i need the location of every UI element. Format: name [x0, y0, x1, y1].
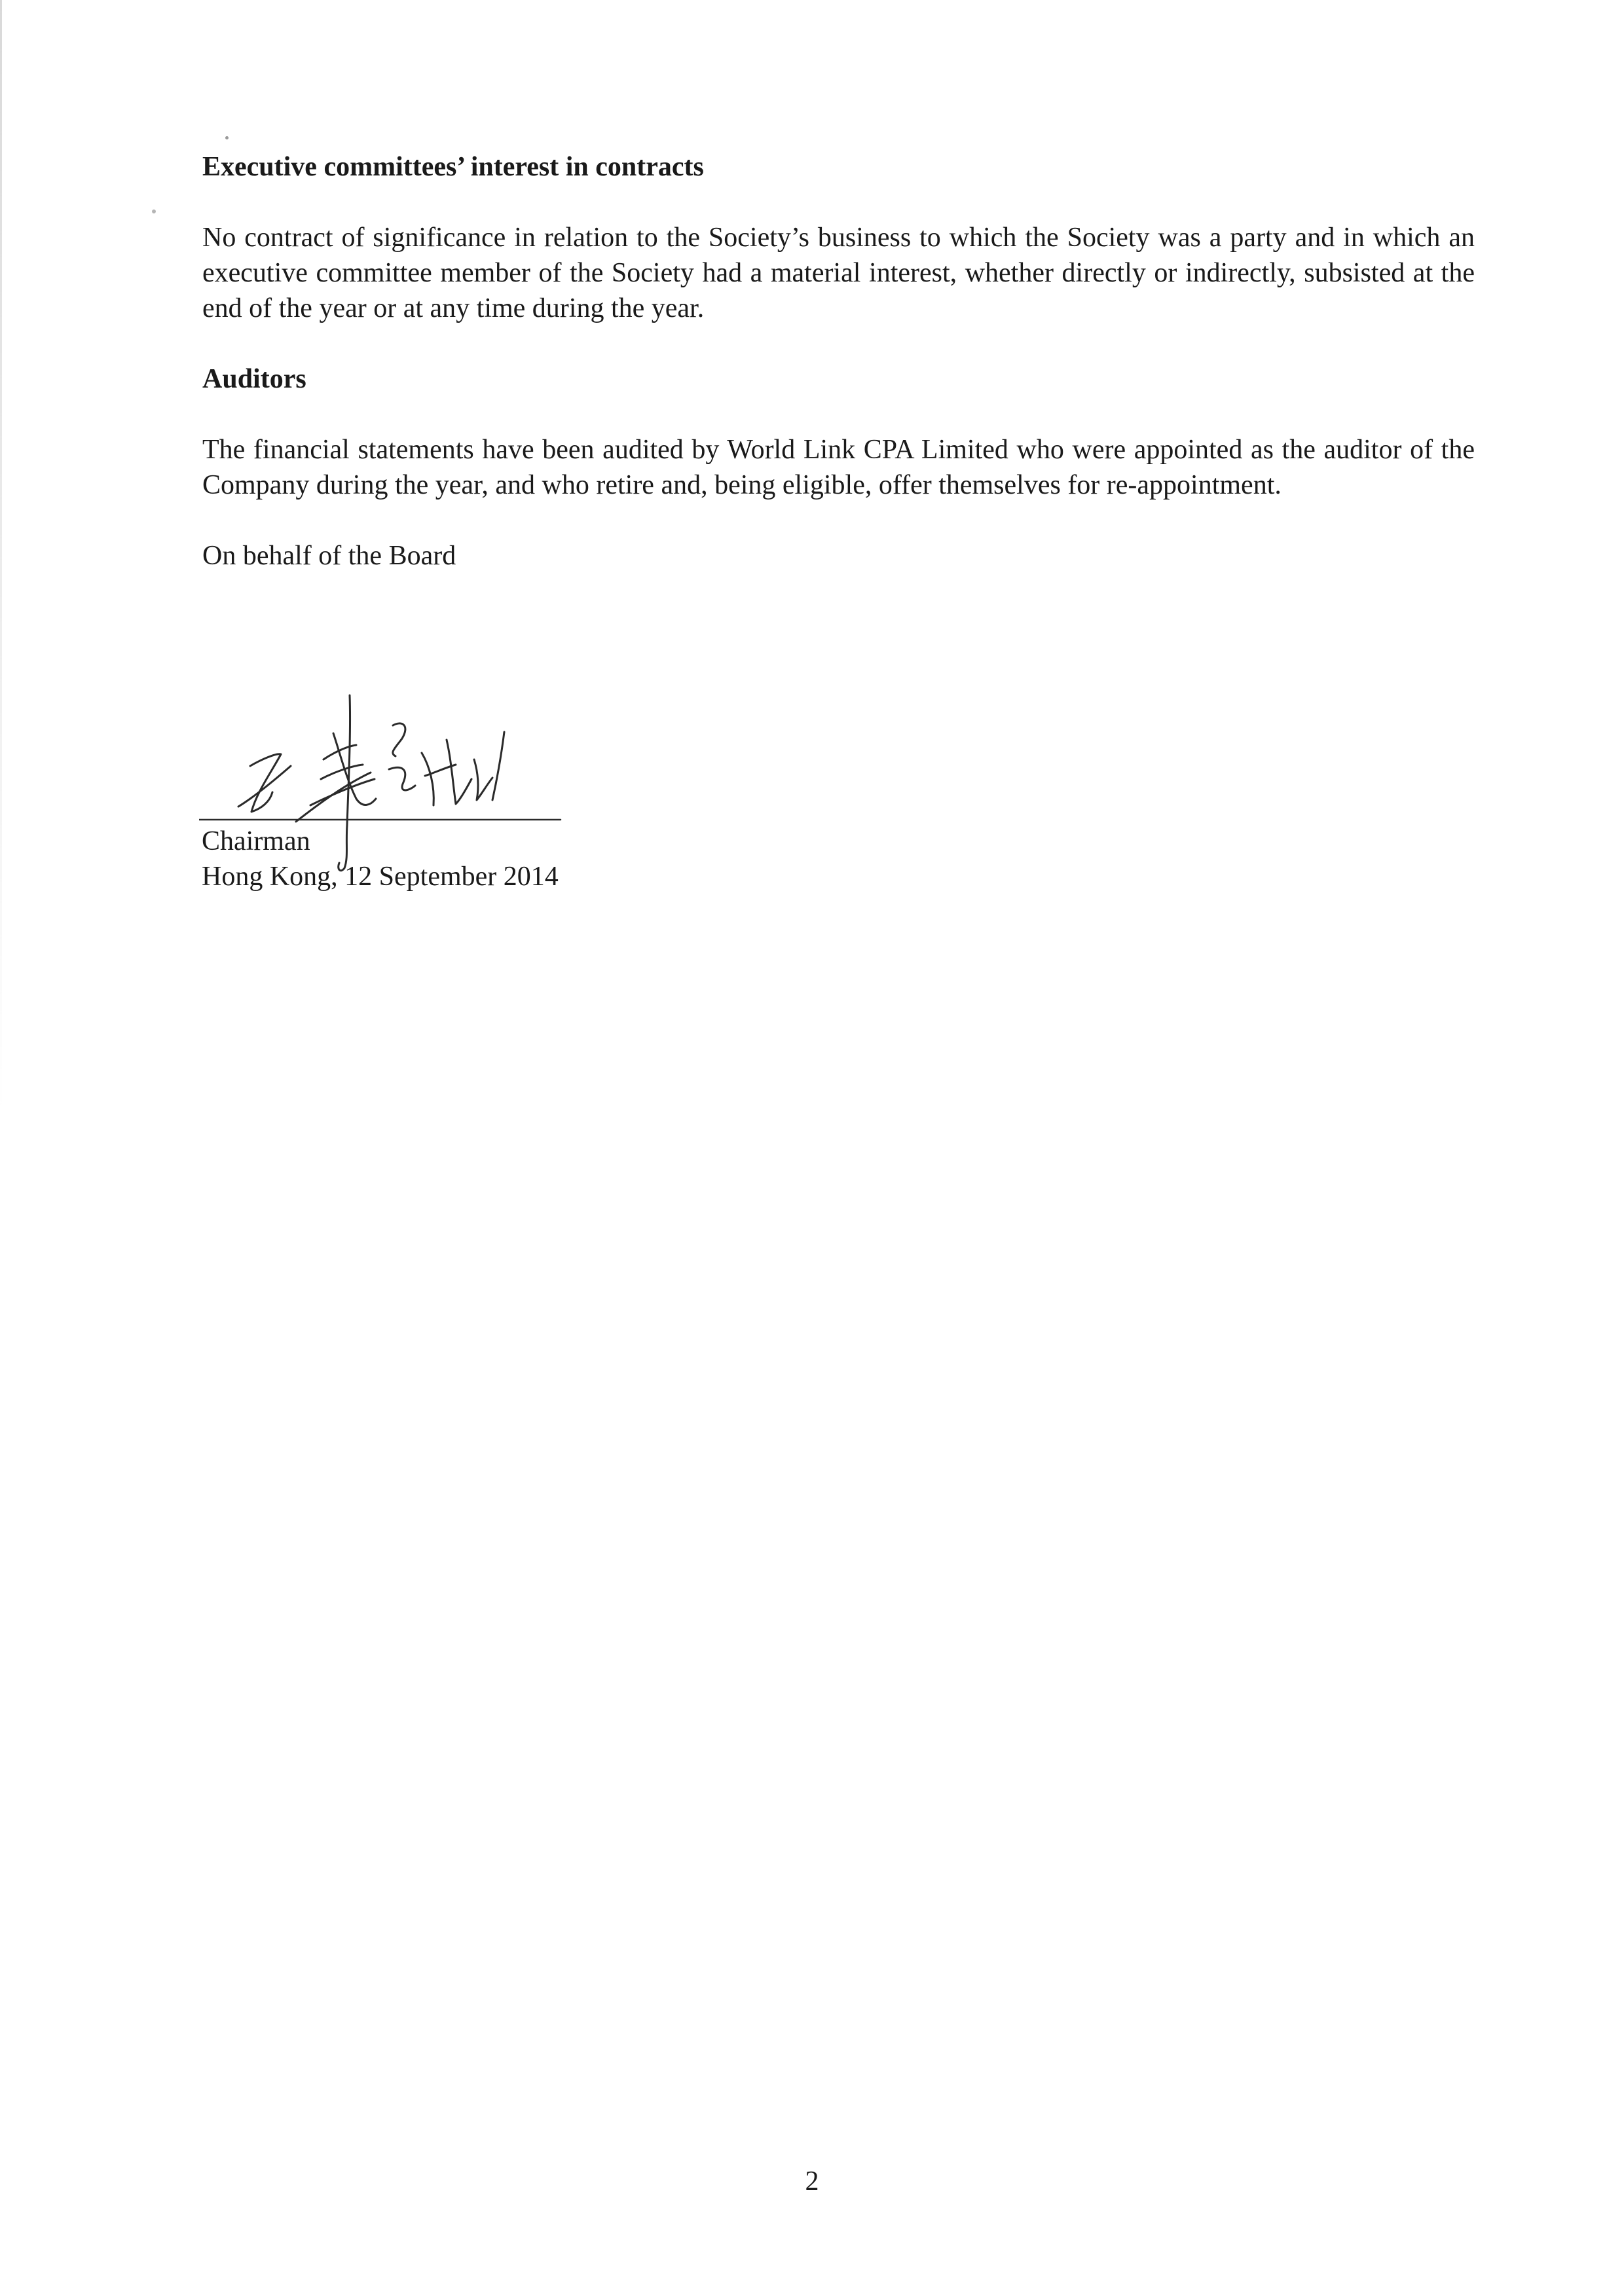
section-body-interest-in-contracts: No contract of significance in relation to the Society’s business to which the Society was a party and in which an executive committee member of the Society had a material interest, whether directly or indirectly, subsisted at the end of the year or at any time during the year. — [202, 223, 1475, 323]
handwritten-signature — [199, 0, 566, 917]
signature-block — [199, 0, 566, 917]
page-number: 2 — [805, 2166, 819, 2196]
signing-place-date: Hong Kong, 12 September 2014 — [202, 862, 559, 892]
scan-speck — [152, 210, 156, 213]
section-heading-interest-in-contracts: Executive committees’ interest in contracts — [202, 152, 704, 182]
scan-page-edge — [0, 0, 2, 1113]
section-heading-auditors: Auditors — [202, 364, 306, 394]
signatory-title: Chairman — [202, 826, 310, 856]
section-body-auditors: The financial statements have been audited by World Link CPA Limited who were appointed as the auditor of the Company during the year, and who retire and, being eligible, offer themselves for re-appointment. — [202, 435, 1475, 500]
closing-line: On behalf of the Board — [202, 541, 456, 571]
